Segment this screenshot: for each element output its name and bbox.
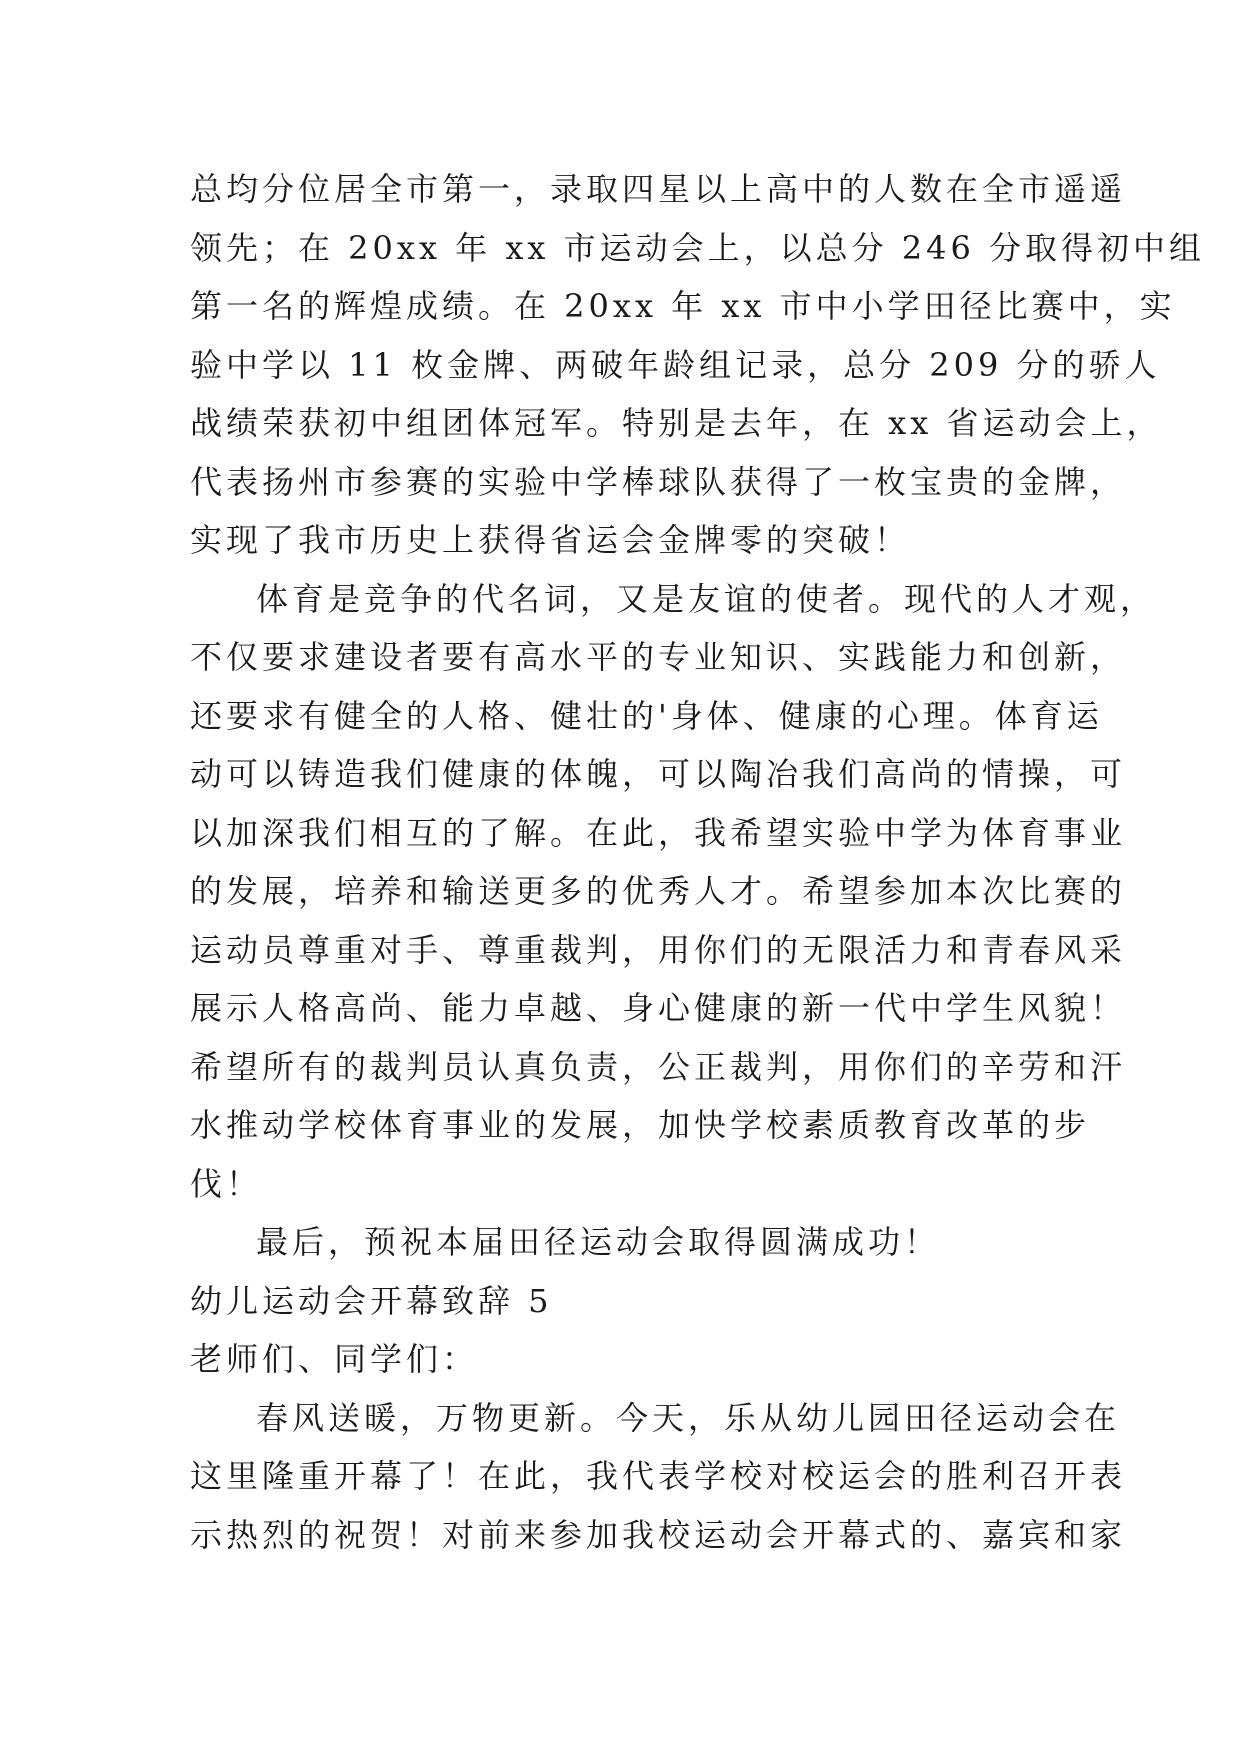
text-line: 的发展，培养和输送更多的优秀人才。希望参加本次比赛的 (190, 872, 1127, 910)
body-text (190, 160, 1206, 1564)
text-line: 领先；在 20xx 年 xx 市运动会上，以总分 246 分取得初中组 (190, 228, 1206, 267)
text-line: 动可以铸造我们健康的体魄，可以陶冶我们高尚的情操，可 (190, 755, 1127, 793)
text-line: 还要求有健全的人格、健壮的'身体、健康的心理。体育运 (190, 696, 1103, 735)
text-line: 总均分位居全市第一，录取四星以上高中的人数在全市遥遥 (190, 170, 1127, 208)
text-line: 实现了我市历史上获得省运会金牌零的突破！ (190, 521, 911, 559)
text-line: 代表扬州市参赛的实验中学棒球队获得了一枚宝贵的金牌， (190, 462, 1127, 501)
text-line: 伐！ (190, 1164, 263, 1203)
text-line: 以加深我们相互的了解。在此，我希望实验中学为体育事业 (190, 813, 1127, 852)
salutation: 老师们、同学们： (190, 1340, 479, 1378)
text-line: 第一名的辉煌成绩。在 20xx 年 xx 市中小学田径比赛中，实 (190, 287, 1176, 325)
text-line: 水推动学校体育事业的发展，加快学校素质教育改革的步 (190, 1106, 1091, 1144)
text-line: 战绩荣获初中组团体冠军。特别是去年，在 xx 省运动会上， (190, 404, 1163, 442)
section-heading: 幼儿运动会开幕致辞 5 (190, 1281, 553, 1320)
text-line: 希望所有的裁判员认真负责，公正裁判，用你们的辛劳和汗 (190, 1047, 1127, 1086)
paragraph-start-line: 最后，预祝本届田径运动会取得圆满成功！ (256, 1223, 941, 1261)
text-line: 不仅要求建设者要有高水平的专业知识、实践能力和创新， (190, 638, 1127, 676)
text-line: 运动员尊重对手、尊重裁判，用你们的无限活力和青春风采 (190, 930, 1127, 969)
text-line: 这里隆重开幕了！在此，我代表学校对校运会的胜利召开表 (190, 1457, 1127, 1495)
text-line: 示热烈的祝贺！对前来参加我校运动会开幕式的、嘉宾和家 (190, 1515, 1127, 1554)
text-line: 展示人格高尚、能力卓越、身心健康的新一代中学生风貌！ (190, 989, 1127, 1027)
text-line: 验中学以 11 枚金牌、两破年龄组记录，总分 209 分的骄人 (190, 345, 1161, 384)
paragraph-start-line: 春风送暖，万物更新。今天，乐从幼儿园田径运动会在 (256, 1398, 1121, 1437)
paragraph-start-line: 体育是竞争的代名词，又是友谊的使者。现代的人才观， (256, 579, 1157, 618)
